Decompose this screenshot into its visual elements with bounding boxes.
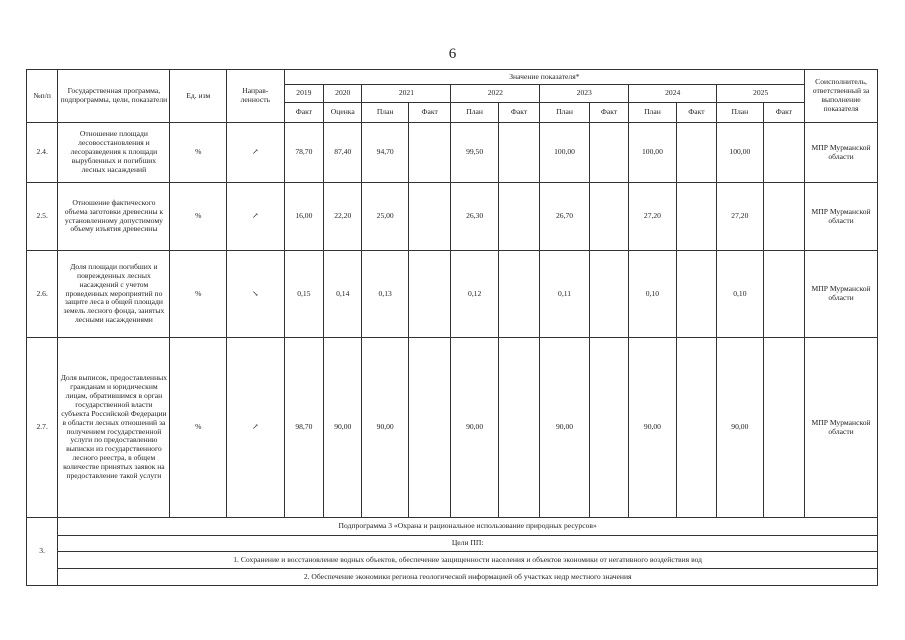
sub-header: Факт [589, 103, 628, 123]
value-2023-fact [589, 123, 628, 183]
value-2025-fact [763, 183, 805, 251]
row-executor: МПР Мурманской области [805, 338, 878, 518]
page-number: 6 [448, 46, 457, 62]
year-2023: 2023 [540, 85, 629, 103]
row-num: 2.7. [27, 338, 58, 518]
value-2025-plan: 0,10 [717, 251, 763, 338]
row-unit: % [170, 183, 227, 251]
value-2020-estimate: 87,40 [324, 123, 362, 183]
header-unit: Ед. изм [170, 70, 227, 123]
header-name: Государственная программа, подпрограммы, цели, показатели [58, 70, 170, 123]
subprogram-row [27, 518, 878, 536]
value-2025-fact [763, 251, 805, 338]
value-2023-plan: 90,00 [540, 338, 590, 518]
sub-header: План [540, 103, 590, 123]
year-2020: 2020 [324, 85, 362, 103]
row-unit: % [170, 251, 227, 338]
row-unit: % [170, 338, 227, 518]
value-2021-plan: 94,70 [362, 123, 408, 183]
goals-label: Цели ПП: [58, 536, 878, 552]
value-2024-fact [676, 123, 716, 183]
sub-header: План [362, 103, 408, 123]
row-executor: МПР Мурманской области [805, 123, 878, 183]
value-2024-plan: 0,10 [629, 251, 676, 338]
table-row [27, 338, 878, 518]
row-executor: МПР Мурманской области [805, 251, 878, 338]
row-num: 2.6. [27, 251, 58, 338]
value-2024-fact [676, 183, 716, 251]
sub-header: Факт [676, 103, 716, 123]
value-2022-fact [498, 183, 539, 251]
value-2023-fact [589, 338, 628, 518]
sub-header: Факт [284, 103, 323, 123]
direction-arrow-icon: ↗ [227, 338, 285, 518]
header-row [27, 70, 878, 85]
value-2022-fact [498, 338, 539, 518]
row-num: 2.5. [27, 183, 58, 251]
header-direction: Направ-ленность [227, 70, 285, 123]
year-2022: 2022 [451, 85, 540, 103]
value-2024-plan: 90,00 [629, 338, 676, 518]
goal-row [27, 552, 878, 569]
row-name: Доля выписок, предоставленных гражданам и юридическим лицам, обратившимся в орган государственной власти субъекта Российской Федерации в области лесных отношений за получением государственной услуги по предоставлению выписки из государственного лесного реестра, в общем количестве принятых заявок на предоставление такой услуги [58, 338, 170, 518]
value-2022-fact [498, 251, 539, 338]
value-2022-plan: 90,00 [451, 338, 498, 518]
subprogram-num: 3. [27, 518, 58, 586]
row-name: Доля площади погибших и поврежденных лесных насаждений с учетом проведенных мероприятий по защите леса в общей площади земель лесного фонда, занятых лесными насаждениями [58, 251, 170, 338]
subprogram-title: Подпрограмма 3 «Охрана и рациональное использование природных ресурсов» [58, 518, 878, 536]
header-values: Значение показателя* [284, 70, 804, 85]
value-2023-fact [589, 183, 628, 251]
value-2023-plan: 26,70 [540, 183, 590, 251]
row-name: Отношение фактического объема заготовки древесины к установленному допустимому объему изъятия древесины [58, 183, 170, 251]
value-2023-plan: 100,00 [540, 123, 590, 183]
value-2023-plan: 0,11 [540, 251, 590, 338]
value-2019-fact: 16,00 [284, 183, 323, 251]
sub-header: План [629, 103, 676, 123]
sub-header: Факт [498, 103, 539, 123]
goal-row [27, 569, 878, 586]
value-2020-estimate: 0,14 [324, 251, 362, 338]
sub-header: Факт [408, 103, 450, 123]
value-2025-plan: 90,00 [717, 338, 763, 518]
goal-2: 2. Обеспечение экономики региона геологической информацией об участках недр местного значения [58, 569, 878, 586]
header-num: №п/п [27, 70, 58, 123]
year-2024: 2024 [629, 85, 717, 103]
row-executor: МПР Мурманской области [805, 183, 878, 251]
value-2024-plan: 100,00 [629, 123, 676, 183]
direction-arrow-icon: ↘ [227, 251, 285, 338]
value-2022-plan: 0,12 [451, 251, 498, 338]
value-2020-estimate: 22,20 [324, 183, 362, 251]
direction-arrow-icon: ↗ [227, 183, 285, 251]
value-2025-fact [763, 123, 805, 183]
value-2021-plan: 90,00 [362, 338, 408, 518]
value-2024-fact [676, 251, 716, 338]
direction-arrow-icon: ↗ [227, 123, 285, 183]
table-row [27, 183, 878, 251]
value-2022-plan: 26,30 [451, 183, 498, 251]
subprogram-goals-row [27, 536, 878, 552]
sub-header: Оценка [324, 103, 362, 123]
goal-1: 1. Сохранение и восстановление водных объектов, обеспечение защищенности населения и объектов экономики от негативного воздействия вод [58, 552, 878, 569]
value-2019-fact: 0,15 [284, 251, 323, 338]
value-2019-fact: 78,70 [284, 123, 323, 183]
row-name: Отношение площади лесовосстановления и лесоразведения к площади вырубленных и погибших лесных насаждений [58, 123, 170, 183]
year-2021: 2021 [362, 85, 451, 103]
value-2022-fact [498, 123, 539, 183]
value-2024-fact [676, 338, 716, 518]
year-2025: 2025 [717, 85, 805, 103]
header-executor: Соисполнитель, ответственный за выполнение показателя [805, 70, 878, 123]
sub-header: План [717, 103, 763, 123]
year-2019: 2019 [284, 85, 323, 103]
value-2025-fact [763, 338, 805, 518]
value-2020-estimate: 90,00 [324, 338, 362, 518]
value-2021-plan: 25,00 [362, 183, 408, 251]
value-2019-fact: 98,70 [284, 338, 323, 518]
value-2022-plan: 99,50 [451, 123, 498, 183]
value-2021-fact [408, 123, 450, 183]
value-2025-plan: 27,20 [717, 183, 763, 251]
table-row [27, 123, 878, 183]
value-2021-fact [408, 338, 450, 518]
value-2021-fact [408, 183, 450, 251]
sub-header: План [451, 103, 498, 123]
row-unit: % [170, 123, 227, 183]
value-2021-fact [408, 251, 450, 338]
value-2024-plan: 27,20 [629, 183, 676, 251]
table-row [27, 251, 878, 338]
row-num: 2.4. [27, 123, 58, 183]
value-2023-fact [589, 251, 628, 338]
value-2025-plan: 100,00 [717, 123, 763, 183]
indicator-table [26, 69, 878, 586]
value-2021-plan: 0,13 [362, 251, 408, 338]
sub-header: Факт [763, 103, 805, 123]
